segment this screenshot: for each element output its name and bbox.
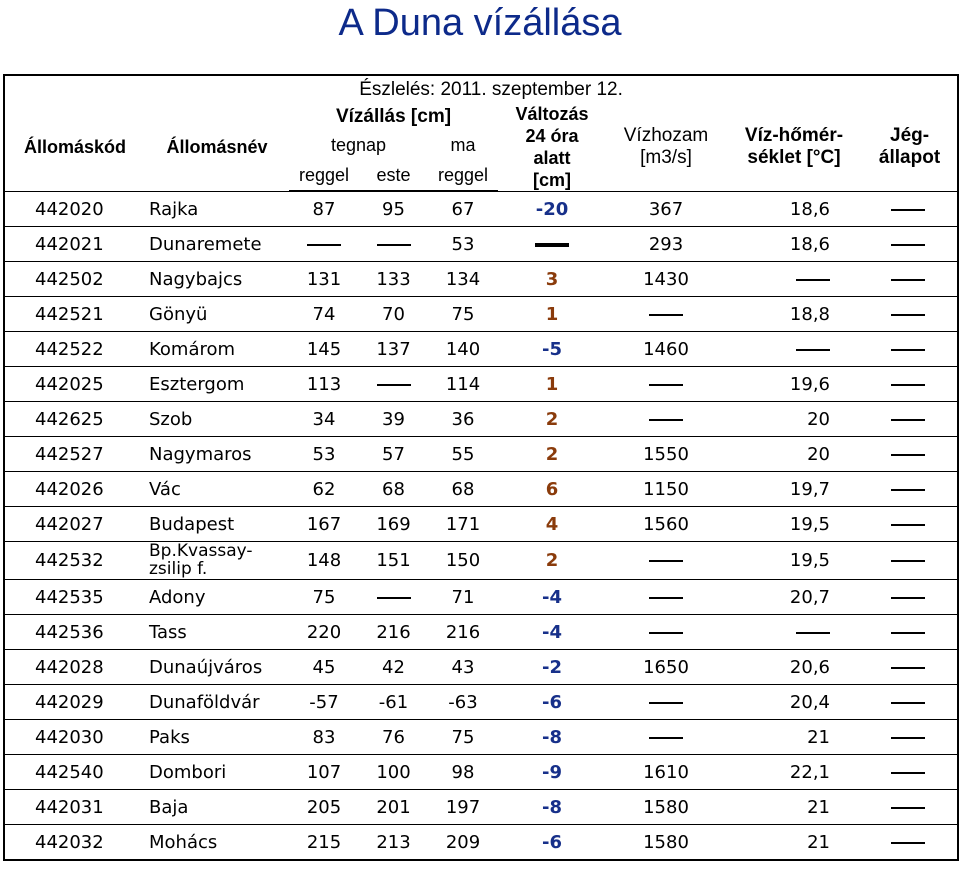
level-yesterday-evening: 169 — [359, 507, 428, 542]
station-name: Nagymaros — [145, 437, 289, 472]
station-code: 442021 — [4, 227, 145, 262]
header-today: ma — [450, 134, 476, 155]
level-yesterday-morning: -57 — [289, 685, 359, 720]
level-yesterday-evening: 100 — [359, 755, 428, 790]
station-code: 442625 — [4, 402, 145, 437]
level-yesterday-evening: 133 — [359, 262, 428, 297]
ice-condition — [862, 262, 958, 297]
header-morning-yesterday: reggel — [289, 159, 359, 190]
level-yesterday-morning: 113 — [289, 367, 359, 402]
water-temperature: 18,8 — [726, 297, 862, 332]
discharge — [606, 720, 726, 755]
level-yesterday-evening: 201 — [359, 790, 428, 825]
water-temperature: 19,6 — [726, 367, 862, 402]
change-24h: -4 — [498, 615, 606, 650]
station-code: 442535 — [4, 580, 145, 615]
discharge: 1580 — [606, 825, 726, 861]
table-row — [4, 825, 958, 861]
level-today-morning: 75 — [428, 720, 498, 755]
level-yesterday-evening: 137 — [359, 332, 428, 367]
discharge — [606, 367, 726, 402]
table-row — [4, 332, 958, 367]
discharge: 1650 — [606, 650, 726, 685]
level-yesterday-morning — [289, 227, 359, 262]
dash-placeholder — [796, 349, 830, 351]
header-discharge: Vízhozam [m3/s] — [606, 103, 726, 192]
station-code: 442025 — [4, 367, 145, 402]
level-yesterday-morning: 87 — [289, 192, 359, 227]
table-row — [4, 472, 958, 507]
level-today-morning: 71 — [428, 580, 498, 615]
water-temperature — [726, 332, 862, 367]
level-today-morning: -63 — [428, 685, 498, 720]
station-code: 442527 — [4, 437, 145, 472]
ice-condition — [862, 720, 958, 755]
station-code: 442031 — [4, 790, 145, 825]
dash-placeholder — [649, 597, 683, 599]
discharge — [606, 542, 726, 580]
dash-placeholder — [891, 702, 925, 704]
level-today-morning: 53 — [428, 227, 498, 262]
station-code: 442502 — [4, 262, 145, 297]
dash-placeholder — [891, 384, 925, 386]
water-temperature — [726, 262, 862, 297]
level-yesterday-evening: 42 — [359, 650, 428, 685]
dash-placeholder — [649, 384, 683, 386]
level-yesterday-morning: 148 — [289, 542, 359, 580]
change-24h: -2 — [498, 650, 606, 685]
observation-date: Észlelés: 2011. szeptember 12. — [359, 78, 623, 100]
discharge: 1430 — [606, 262, 726, 297]
water-temperature: 20,4 — [726, 685, 862, 720]
level-yesterday-morning: 34 — [289, 402, 359, 437]
dash-placeholder — [796, 632, 830, 634]
discharge — [606, 580, 726, 615]
table-row — [4, 437, 958, 472]
station-name: Nagybajcs — [145, 262, 289, 297]
dash-placeholder — [891, 667, 925, 669]
dash-placeholder — [891, 454, 925, 456]
ice-condition — [862, 650, 958, 685]
level-today-morning: 75 — [428, 297, 498, 332]
level-yesterday-morning: 75 — [289, 580, 359, 615]
level-yesterday-evening: 57 — [359, 437, 428, 472]
level-yesterday-evening: 216 — [359, 615, 428, 650]
water-temperature: 19,7 — [726, 472, 862, 507]
station-name: Mohács — [145, 825, 289, 861]
level-today-morning: 140 — [428, 332, 498, 367]
table-row — [4, 720, 958, 755]
change-24h: 6 — [498, 472, 606, 507]
header-morning-today: reggel — [428, 159, 498, 190]
level-today-morning: 114 — [428, 367, 498, 402]
level-today-morning: 43 — [428, 650, 498, 685]
dash-placeholder — [891, 524, 925, 526]
dash-placeholder — [796, 279, 830, 281]
station-name: Baja — [145, 790, 289, 825]
discharge: 1460 — [606, 332, 726, 367]
header-yesterday: tegnap — [330, 134, 387, 155]
ice-condition — [862, 402, 958, 437]
station-name: Adony — [145, 580, 289, 615]
dash-placeholder — [649, 632, 683, 634]
discharge: 1560 — [606, 507, 726, 542]
ice-condition — [862, 227, 958, 262]
level-today-morning: 67 — [428, 192, 498, 227]
discharge: 1550 — [606, 437, 726, 472]
level-yesterday-evening: 68 — [359, 472, 428, 507]
discharge — [606, 685, 726, 720]
dash-placeholder — [891, 772, 925, 774]
water-temperature: 19,5 — [726, 542, 862, 580]
dash-placeholder — [891, 597, 925, 599]
dash-placeholder — [891, 314, 925, 316]
level-yesterday-morning: 131 — [289, 262, 359, 297]
ice-condition — [862, 825, 958, 861]
header-water-level: Vízállás [cm] — [335, 105, 452, 127]
dash-placeholder — [891, 489, 925, 491]
station-name: Dombori — [145, 755, 289, 790]
change-24h: 1 — [498, 367, 606, 402]
level-yesterday-morning: 215 — [289, 825, 359, 861]
discharge — [606, 402, 726, 437]
ice-condition — [862, 472, 958, 507]
level-yesterday-evening: 70 — [359, 297, 428, 332]
table-row — [4, 650, 958, 685]
table-row — [4, 755, 958, 790]
water-temperature: 20,7 — [726, 580, 862, 615]
station-code: 442032 — [4, 825, 145, 861]
discharge: 1610 — [606, 755, 726, 790]
water-temperature: 20 — [726, 402, 862, 437]
ice-condition — [862, 615, 958, 650]
station-code: 442027 — [4, 507, 145, 542]
discharge — [606, 615, 726, 650]
station-code: 442532 — [4, 542, 145, 580]
station-code: 442028 — [4, 650, 145, 685]
ice-condition — [862, 192, 958, 227]
table-header — [4, 75, 958, 192]
level-today-morning: 171 — [428, 507, 498, 542]
change-24h: -6 — [498, 685, 606, 720]
dash-placeholder — [649, 737, 683, 739]
discharge: 367 — [606, 192, 726, 227]
dash-placeholder — [535, 243, 569, 247]
change-24h: 2 — [498, 437, 606, 472]
water-level-table — [3, 74, 959, 861]
station-code: 442521 — [4, 297, 145, 332]
ice-condition — [862, 437, 958, 472]
station-name: Bp.Kvassay- zsilip f. — [145, 542, 289, 580]
water-temperature: 20 — [726, 437, 862, 472]
change-24h: 4 — [498, 507, 606, 542]
ice-condition — [862, 790, 958, 825]
ice-condition — [862, 297, 958, 332]
change-24h: -5 — [498, 332, 606, 367]
header-evening-yesterday: este — [359, 159, 428, 190]
station-name: Rajka — [145, 192, 289, 227]
table-row — [4, 227, 958, 262]
dash-placeholder — [891, 419, 925, 421]
table-row — [4, 192, 958, 227]
discharge — [606, 297, 726, 332]
level-yesterday-morning: 205 — [289, 790, 359, 825]
station-name: Paks — [145, 720, 289, 755]
level-yesterday-evening: 95 — [359, 192, 428, 227]
dash-placeholder — [649, 314, 683, 316]
table-row — [4, 262, 958, 297]
dash-placeholder — [891, 560, 925, 562]
level-yesterday-morning: 74 — [289, 297, 359, 332]
dash-placeholder — [649, 560, 683, 562]
level-today-morning: 150 — [428, 542, 498, 580]
water-temperature: 19,5 — [726, 507, 862, 542]
station-name: Esztergom — [145, 367, 289, 402]
water-temperature: 18,6 — [726, 192, 862, 227]
level-yesterday-morning: 167 — [289, 507, 359, 542]
level-today-morning: 209 — [428, 825, 498, 861]
change-24h: 2 — [498, 402, 606, 437]
water-temperature: 22,1 — [726, 755, 862, 790]
level-yesterday-evening: 151 — [359, 542, 428, 580]
header-change: Változás 24 óra alatt [cm] — [498, 103, 606, 192]
change-24h: -8 — [498, 790, 606, 825]
level-yesterday-morning: 53 — [289, 437, 359, 472]
ice-condition — [862, 367, 958, 402]
level-yesterday-morning: 62 — [289, 472, 359, 507]
dash-placeholder — [377, 244, 411, 246]
dash-placeholder — [891, 209, 925, 211]
dash-placeholder — [891, 279, 925, 281]
level-yesterday-morning: 45 — [289, 650, 359, 685]
level-today-morning: 68 — [428, 472, 498, 507]
level-today-morning: 216 — [428, 615, 498, 650]
table-row — [4, 685, 958, 720]
dash-placeholder — [891, 244, 925, 246]
station-name: Dunaföldvár — [145, 685, 289, 720]
dash-placeholder — [377, 597, 411, 599]
level-yesterday-evening: 39 — [359, 402, 428, 437]
station-code: 442522 — [4, 332, 145, 367]
change-24h: -6 — [498, 825, 606, 861]
change-24h: 1 — [498, 297, 606, 332]
station-code: 442026 — [4, 472, 145, 507]
header-water-temperature: Víz-hőmér- séklet [°C] — [726, 103, 862, 192]
water-temperature: 21 — [726, 720, 862, 755]
station-code: 442020 — [4, 192, 145, 227]
level-yesterday-evening: -61 — [359, 685, 428, 720]
level-yesterday-evening — [359, 580, 428, 615]
ice-condition — [862, 685, 958, 720]
table-row — [4, 542, 958, 580]
station-name: Komárom — [145, 332, 289, 367]
level-today-morning: 197 — [428, 790, 498, 825]
station-code: 442536 — [4, 615, 145, 650]
level-yesterday-evening: 76 — [359, 720, 428, 755]
water-temperature: 21 — [726, 790, 862, 825]
level-today-morning: 134 — [428, 262, 498, 297]
change-24h: -8 — [498, 720, 606, 755]
level-yesterday-morning: 83 — [289, 720, 359, 755]
change-24h: 2 — [498, 542, 606, 580]
level-yesterday-morning: 107 — [289, 755, 359, 790]
station-name: Dunaremete — [145, 227, 289, 262]
ice-condition — [862, 580, 958, 615]
table-body — [4, 192, 958, 861]
table-row — [4, 367, 958, 402]
ice-condition — [862, 542, 958, 580]
station-name: Gönyü — [145, 297, 289, 332]
station-name: Tass — [145, 615, 289, 650]
dash-placeholder — [307, 244, 341, 246]
station-code: 442029 — [4, 685, 145, 720]
ice-condition — [862, 332, 958, 367]
water-temperature: 20,6 — [726, 650, 862, 685]
change-24h: -9 — [498, 755, 606, 790]
page-title: A Duna vízállása — [338, 2, 622, 44]
dash-placeholder — [891, 807, 925, 809]
dash-placeholder — [891, 737, 925, 739]
level-yesterday-morning: 220 — [289, 615, 359, 650]
dash-placeholder — [891, 842, 925, 844]
dash-placeholder — [891, 632, 925, 634]
header-station-name: Állomásnév — [145, 103, 289, 192]
level-today-morning: 55 — [428, 437, 498, 472]
level-yesterday-evening: 213 — [359, 825, 428, 861]
table-row — [4, 507, 958, 542]
level-yesterday-evening — [359, 227, 428, 262]
dash-placeholder — [649, 419, 683, 421]
discharge: 293 — [606, 227, 726, 262]
water-temperature: 21 — [726, 825, 862, 861]
change-24h: 3 — [498, 262, 606, 297]
water-temperature — [726, 615, 862, 650]
table-row — [4, 615, 958, 650]
station-name: Vác — [145, 472, 289, 507]
station-name: Budapest — [145, 507, 289, 542]
discharge: 1580 — [606, 790, 726, 825]
change-24h — [498, 227, 606, 262]
dash-placeholder — [891, 349, 925, 351]
level-yesterday-evening — [359, 367, 428, 402]
table-row — [4, 297, 958, 332]
table-row — [4, 580, 958, 615]
change-24h: -20 — [498, 192, 606, 227]
ice-condition — [862, 507, 958, 542]
table-row — [4, 790, 958, 825]
dash-placeholder — [649, 702, 683, 704]
table-row — [4, 402, 958, 437]
water-temperature: 18,6 — [726, 227, 862, 262]
ice-condition — [862, 755, 958, 790]
station-name: Dunaújváros — [145, 650, 289, 685]
header-station-code: Állomáskód — [4, 103, 145, 192]
discharge: 1150 — [606, 472, 726, 507]
change-24h: -4 — [498, 580, 606, 615]
station-code: 442540 — [4, 755, 145, 790]
dash-placeholder — [377, 384, 411, 386]
station-name: Szob — [145, 402, 289, 437]
station-code: 442030 — [4, 720, 145, 755]
level-today-morning: 36 — [428, 402, 498, 437]
level-yesterday-morning: 145 — [289, 332, 359, 367]
header-ice-condition: Jég- állapot — [862, 103, 958, 192]
level-today-morning: 98 — [428, 755, 498, 790]
